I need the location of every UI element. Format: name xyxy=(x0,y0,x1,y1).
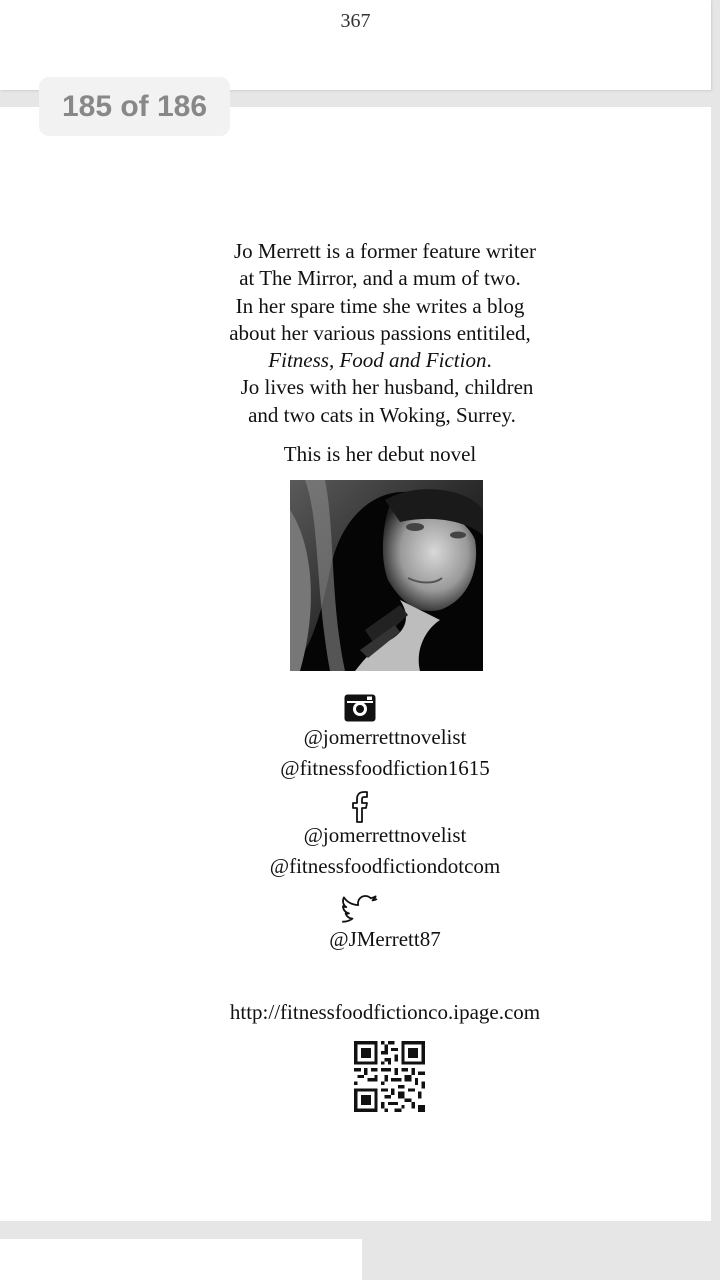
debut-note: This is her debut novel xyxy=(283,442,477,466)
instagram-handle[interactable]: @jomerrettnovelist xyxy=(303,725,467,749)
twitter-handle[interactable]: @JMerrett87 xyxy=(329,927,441,951)
author-bio xyxy=(190,238,570,429)
bio-line: and two cats in Woking, Surrey. xyxy=(248,402,516,427)
previous-page-number: 367 xyxy=(340,10,371,32)
bio-line: at The Mirror, and a mum of two. xyxy=(239,266,521,291)
facebook-icon[interactable] xyxy=(0,791,720,823)
bio-line: about her various passions entitiled, xyxy=(229,320,531,345)
next-page xyxy=(0,1239,362,1280)
instagram-handle[interactable]: @fitnessfoodfiction1615 xyxy=(280,756,490,780)
twitter-icon[interactable] xyxy=(0,894,720,924)
qr-code-icon xyxy=(354,1041,425,1112)
facebook-handle[interactable]: @fitnessfoodfictiondotcom xyxy=(269,854,501,878)
blog-title-period: . xyxy=(486,348,492,373)
page-indicator: 185 of 186 xyxy=(39,77,230,136)
blog-title: Fitness, Food and Fiction xyxy=(268,348,487,373)
bio-line: In her spare time she writes a blog xyxy=(235,293,525,318)
instagram-icon[interactable] xyxy=(0,693,720,723)
bio-line: Jo lives with her husband, children xyxy=(240,375,534,400)
facebook-handle[interactable]: @jomerrettnovelist xyxy=(303,823,467,847)
bio-line: Jo Merrett is a former feature writer xyxy=(233,239,537,263)
author-photo xyxy=(290,480,483,671)
bio-line-blog-title xyxy=(190,347,570,374)
website-link[interactable]: http://fitnessfoodfictionco.ipage.com xyxy=(229,1000,541,1024)
